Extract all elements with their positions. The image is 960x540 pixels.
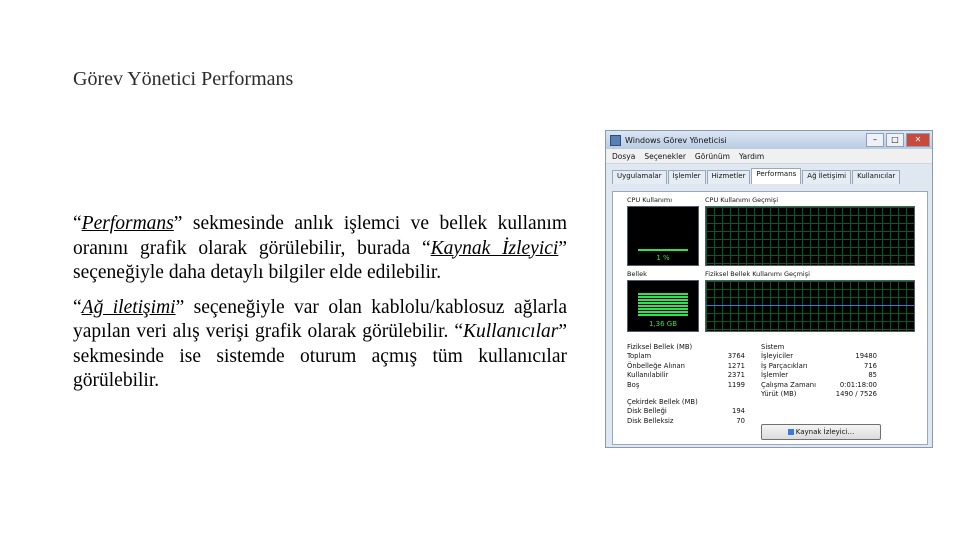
- resource-monitor-icon: [788, 429, 794, 435]
- stat-row: [761, 371, 877, 381]
- maximize-button[interactable]: □: [886, 133, 904, 147]
- kullanicilar-text: Kullanıcılar: [463, 321, 559, 342]
- stat-value: 1271: [727, 361, 745, 370]
- stat-value: 2371: [727, 371, 745, 379]
- stat-label: İş Parçacıkları: [761, 361, 808, 370]
- stat-label: Toplam: [627, 352, 652, 360]
- stat-row: [627, 371, 745, 381]
- physical-memory-title: Fiziksel Bellek (MB): [627, 343, 693, 351]
- window-title: Windows Görev Yöneticisi: [625, 135, 727, 145]
- minimize-button[interactable]: –: [866, 133, 884, 147]
- tab-uygulamalar[interactable]: Uygulamalar: [612, 170, 667, 184]
- stat-label: Çalışma Zamanı: [761, 380, 816, 389]
- stat-row: [761, 352, 877, 362]
- memory-history-label: Fiziksel Bellek Kullanımı Geçmişi: [705, 270, 810, 278]
- tab-performans[interactable]: Performans: [751, 168, 801, 184]
- tab-hizmetler[interactable]: Hizmetler: [707, 170, 751, 184]
- kaynak-izleyici-link: Kaynak İzleyici: [430, 237, 559, 259]
- cpu-history-graph: [705, 206, 915, 266]
- tab-islemler[interactable]: İşlemler: [668, 170, 706, 184]
- paragraph-text: ” seçeneğiyle daha detaylı bilgiler elde edilebilir.: [73, 237, 567, 283]
- title-bar: [606, 131, 932, 149]
- close-button[interactable]: ✕: [906, 133, 930, 147]
- kernel-memory-section: [627, 397, 745, 426]
- memory-label: Bellek: [627, 270, 647, 278]
- performans-link: Performans: [81, 213, 174, 234]
- system-section: [761, 342, 877, 400]
- cpu-value: 1 %: [656, 254, 670, 262]
- stat-label: Disk Belleksiz: [627, 416, 674, 425]
- system-title: Sistem: [761, 343, 785, 351]
- performance-panel: [612, 191, 928, 445]
- tab-kullanicilar[interactable]: Kullanıcılar: [852, 170, 900, 184]
- cpu-meter: [627, 206, 699, 266]
- stat-row: [627, 407, 745, 417]
- physical-memory-section: [627, 342, 745, 390]
- menu-gorunum[interactable]: Görünüm: [694, 151, 730, 161]
- stat-value: 0:01:18:00: [839, 380, 877, 389]
- stat-value: 70: [736, 416, 745, 425]
- cpu-history-label: CPU Kullanımı Geçmişi: [705, 196, 779, 204]
- stat-label: Önbelleğe Alınan: [627, 361, 685, 370]
- graph-grid: [706, 207, 914, 265]
- app-icon: [610, 135, 621, 146]
- stat-row: [627, 381, 745, 391]
- stat-value: 716: [864, 361, 877, 370]
- stat-label: Yürüt (MB): [761, 390, 797, 398]
- stat-value: 85: [868, 371, 877, 379]
- resource-monitor-button[interactable]: [761, 424, 881, 440]
- stat-value: 1199: [727, 380, 745, 389]
- stat-row: [761, 381, 877, 391]
- stat-row: [627, 417, 745, 427]
- stat-row: [761, 362, 877, 372]
- stat-value: 19480: [855, 352, 877, 360]
- stat-value: 194: [732, 407, 745, 415]
- paragraph-network: [73, 296, 567, 394]
- stat-row: [627, 362, 745, 372]
- menu-bar: [606, 149, 932, 164]
- tab-ag-iletisimi[interactable]: Ağ İletişimi: [802, 170, 851, 184]
- cpu-meter-fill: [638, 249, 688, 251]
- quote-open: “: [73, 296, 82, 318]
- stat-label: Kullanılabilir: [627, 371, 669, 379]
- stat-row: [761, 390, 877, 400]
- paragraph-text: ” sekmesinde anlık işlemci ve bellek kullanım oranını grafik olarak görülebilir, burada “: [73, 213, 567, 259]
- quote-open: “: [73, 213, 82, 234]
- menu-dosya[interactable]: Dosya: [612, 151, 636, 161]
- slide-body: [73, 212, 567, 404]
- paragraph-text: ” sekmesinde ise sistemde oturum açmış tüm kullanıcılar görülebilir.: [73, 321, 567, 391]
- stat-label: Disk Belleği: [627, 407, 667, 415]
- kernel-memory-title: Çekirdek Bellek (MB): [627, 398, 698, 406]
- paragraph-performance: [73, 212, 567, 286]
- graph-grid: [706, 281, 914, 331]
- resource-monitor-label: Kaynak İzleyici...: [795, 428, 855, 436]
- memory-history-graph: [705, 280, 915, 332]
- memory-history-line: [706, 305, 914, 306]
- menu-secenekler[interactable]: Seçenekler: [644, 151, 686, 161]
- paragraph-text: ” seçeneğiyle var olan kablolu/kablosuz ağlarla yapılan veri alış verişi grafik olarak görülebilir. “: [73, 296, 567, 342]
- stat-label: İşlemler: [761, 371, 789, 379]
- stat-label: Boş: [627, 380, 640, 389]
- memory-meter: [627, 280, 699, 332]
- slide-title: Görev Yönetici Performans: [73, 68, 294, 90]
- ag-iletisimi-link: Ağ iletişimi: [81, 296, 176, 318]
- memory-meter-fill: [638, 293, 688, 317]
- tab-bar: [606, 164, 932, 184]
- memory-value: 1,36 GB: [648, 320, 678, 328]
- stat-row: [627, 352, 745, 362]
- cpu-usage-label: CPU Kullanımı: [627, 196, 672, 204]
- stat-value: 1490 / 7526: [835, 390, 877, 398]
- stat-value: 3764: [727, 352, 745, 360]
- menu-yardim[interactable]: Yardım: [738, 151, 765, 161]
- stat-label: İşleyiciler: [761, 352, 794, 360]
- task-manager-window: [605, 130, 933, 448]
